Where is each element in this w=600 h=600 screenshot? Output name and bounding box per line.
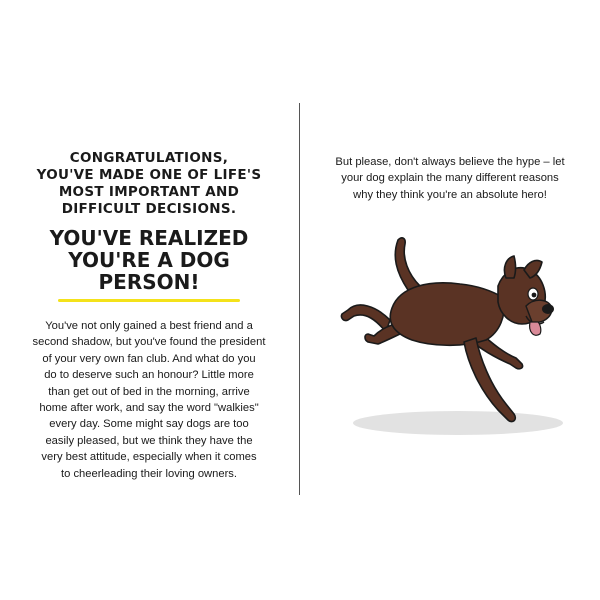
right-intro-text: But please, don't always believe the hype – let your dog explain the many different reasons why they think you're an absolute hero! <box>335 156 565 201</box>
dog-tongue <box>530 322 541 335</box>
dog-tail <box>395 238 420 290</box>
congratulations-heading: CONGRATULATIONS, YOU'VE MADE ONE OF LIFE'S MOST IMPORTANT AND DIFFICULT DECISIONS. <box>36 150 262 217</box>
left-page <box>24 150 274 482</box>
ground-shadow <box>353 411 563 435</box>
left-body-text: You've not only gained a best friend and a second shadow, but you've found the president of your very own fan club. And what do you do to deserve such an honour? Little more than get out of bed in the morning, arrive home after work, and say the word "walkies" every day. Some might say dogs are too easily pleased, but we think they have the very best attitude, especially when it comes to cheerleading their loving owners. <box>32 320 266 480</box>
page-divider <box>299 103 300 495</box>
dog-ear-left <box>504 256 515 278</box>
dog-body <box>390 283 504 345</box>
dog-person-headline: YOU'VE REALIZED YOU'RE A DOG PERSON! <box>49 226 249 294</box>
yellow-underline <box>58 299 240 302</box>
dog-nose <box>542 304 554 314</box>
running-dog-icon <box>330 228 570 448</box>
dog-far-hind-leg <box>341 305 390 332</box>
right-page <box>330 154 570 203</box>
